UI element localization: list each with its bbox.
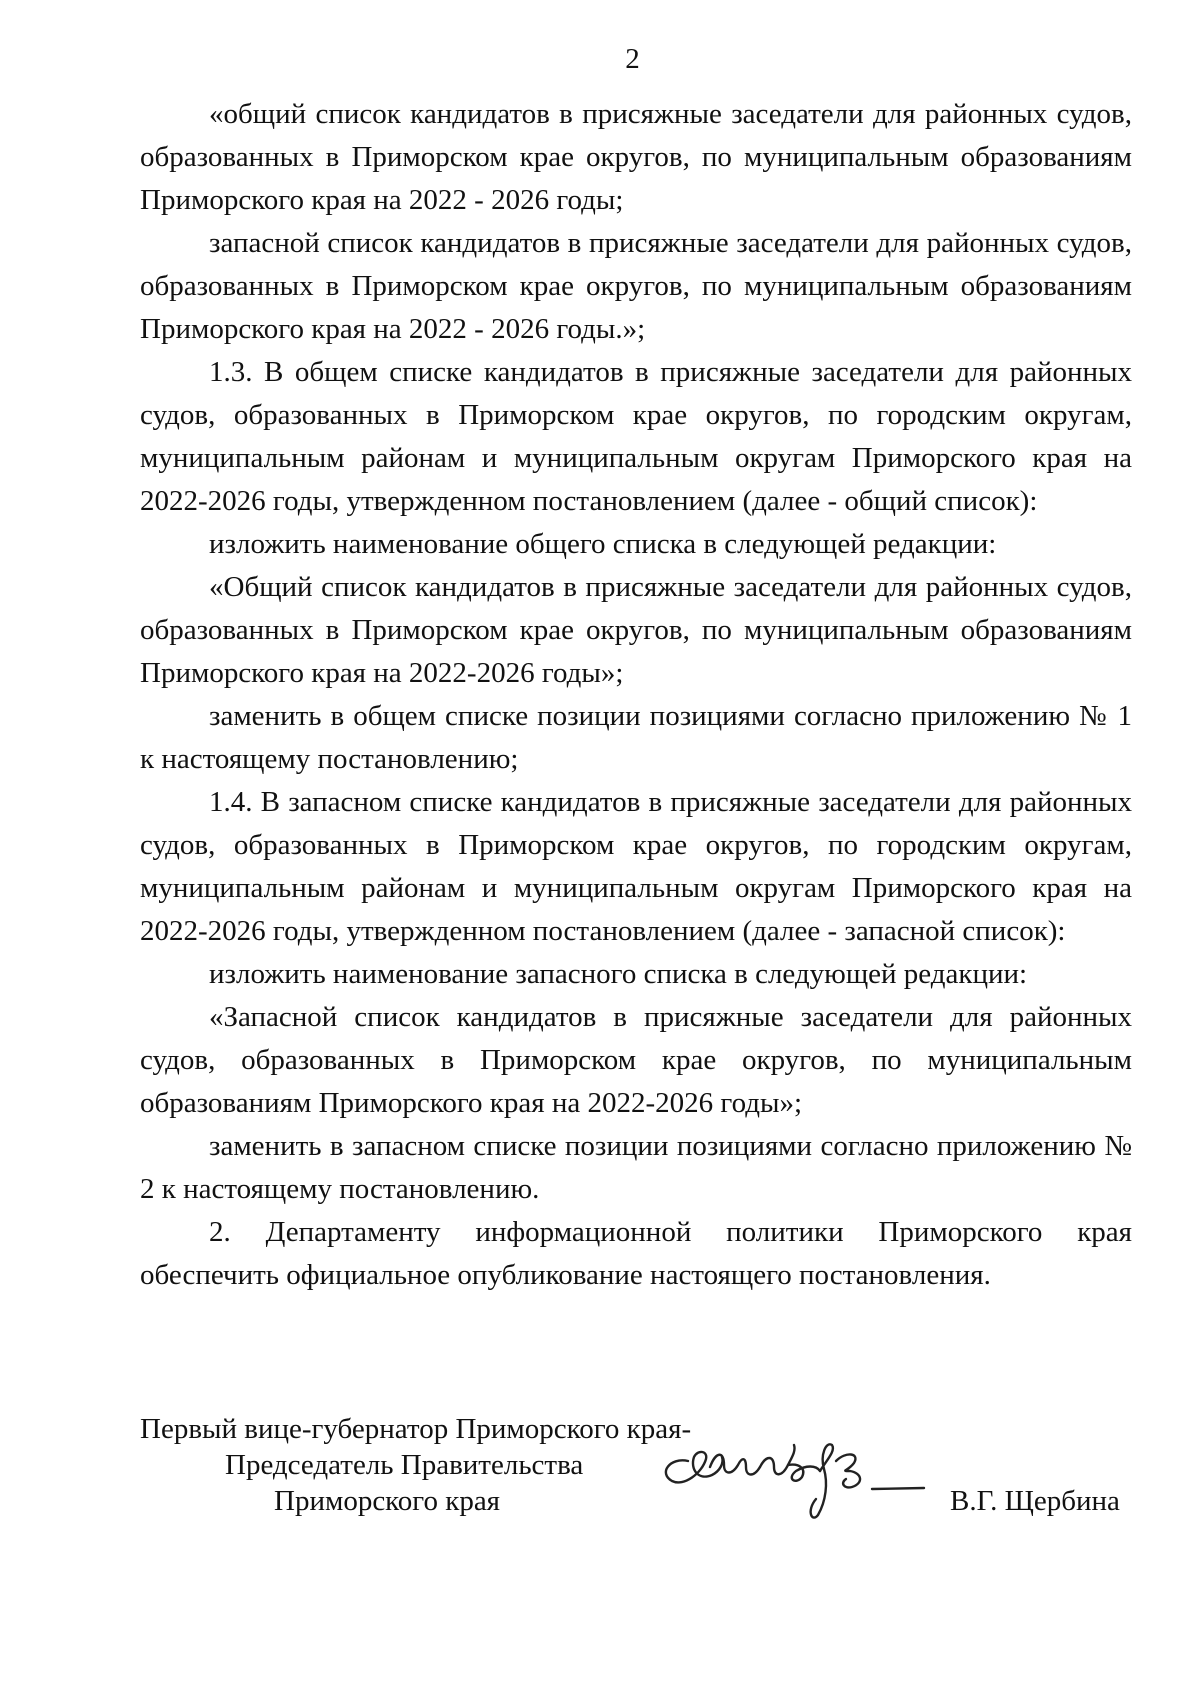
signatory-title-line-3: Приморского края bbox=[274, 1485, 501, 1517]
handwritten-signature bbox=[650, 1421, 950, 1521]
paragraph-reserve-list-title: запасной список кандидатов в присяжные заседатели для районных судов, образованных в Приморском крае округов, по муниципальным образованиям Приморского края на 2022 - 2026 годы.»; bbox=[140, 227, 1132, 345]
paragraph-reserve-list-new-name: «Запасной список кандидатов в присяжные заседатели для районных судов, образованных в Приморском крае округов, по муниципальным образованиям Приморского края на 2022-2026 годы»; bbox=[140, 1001, 1132, 1119]
paragraph-item-1-3: 1.3. В общем списке кандидатов в присяжные заседатели для районных судов, образованных в Приморском крае округов, по городским округам, муниципальным районам и муниципальным округам Приморского края на 2022-2026 годы, утвержденном постановлением (далее - общий список): bbox=[140, 356, 1132, 517]
paragraph-replace-general-positions: заменить в общем списке позиции позициями согласно приложению № 1 к настоящему постановлению; bbox=[140, 700, 1132, 775]
page-number: 2 bbox=[625, 43, 640, 75]
signatory-title-line-2: Председатель Правительства bbox=[225, 1449, 584, 1481]
document-body bbox=[140, 93, 1132, 1297]
paragraph-rename-general-list: изложить наименование общего списка в следующей редакции: bbox=[209, 528, 997, 560]
paragraph-item-1-4: 1.4. В запасном списке кандидатов в присяжные заседатели для районных судов, образованных в Приморском крае округов, по городским округам, муниципальным районам и муниципальным округам Приморского края на 2022-2026 годы, утвержденном постановлением (далее - запасной список): bbox=[140, 786, 1132, 947]
paragraph-general-list-title: «общий список кандидатов в присяжные заседатели для районных судов, образованных в Приморском крае округов, по муниципальным образованиям Приморского края на 2022 - 2026 годы; bbox=[140, 98, 1132, 216]
paragraph-rename-reserve-list: изложить наименование запасного списка в следующей редакции: bbox=[209, 958, 1028, 990]
paragraph-replace-reserve-positions: заменить в запасном списке позиции позициями согласно приложению № 2 к настоящему постановлению. bbox=[140, 1130, 1132, 1205]
paragraph-general-list-new-name: «Общий список кандидатов в присяжные заседатели для районных судов, образованных в Приморском крае округов, по муниципальным образованиям Приморского края на 2022-2026 годы»; bbox=[140, 571, 1132, 689]
signature-block bbox=[140, 1411, 1132, 1541]
signatory-name: В.Г. Щербина bbox=[950, 1485, 1120, 1517]
paragraph-item-2-publication: 2. Департаменту информационной политики Приморского края обеспечить официальное опубликование настоящего постановления. bbox=[140, 1216, 1132, 1291]
signatory-title-line-1: Первый вице-губернатор Приморского края- bbox=[140, 1413, 692, 1445]
